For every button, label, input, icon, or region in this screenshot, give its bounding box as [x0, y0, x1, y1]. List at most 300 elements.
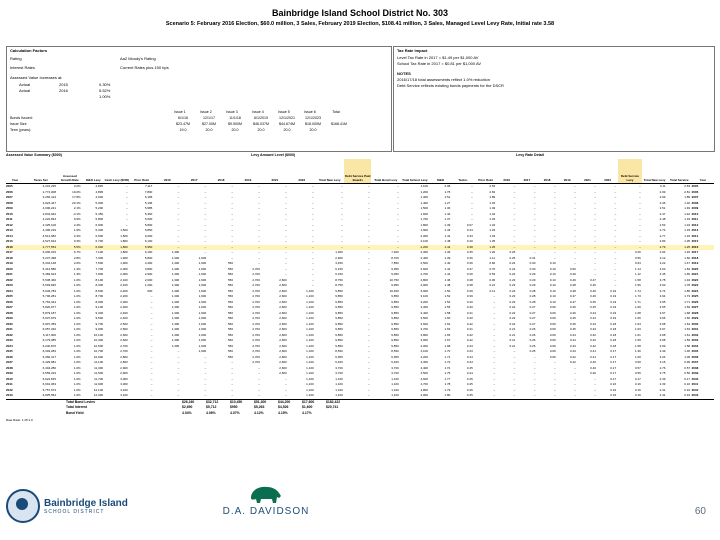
table-cell: 1.3% [73, 272, 81, 276]
table-cell: 3.68 [659, 338, 666, 342]
table-cell: 2035 [6, 349, 13, 353]
table-cell: 1,100 [306, 365, 314, 370]
table-cell: – [533, 244, 536, 249]
table-cell: 2019 [691, 261, 699, 265]
table-cell: 2,700 [252, 360, 260, 364]
table-cell: 2,700 [252, 288, 260, 293]
table-cell: 0.21 [509, 338, 516, 342]
table-cell: – [368, 376, 370, 381]
table-cell: 0.43 [466, 349, 473, 353]
table-cell: – [553, 244, 556, 249]
table-cell: 0.50 [569, 266, 576, 271]
table-cell: – [513, 217, 516, 221]
title-block [0, 8, 720, 27]
table-cell: 2007 [691, 195, 699, 199]
table-cell: 1,600 [198, 288, 207, 293]
table-cell: – [126, 217, 128, 221]
table-cell: 9,300 [95, 310, 104, 315]
table-cell: – [368, 310, 370, 315]
table-cell: 0.53 [489, 272, 496, 276]
table-cell: 2,000 [420, 233, 428, 238]
table-cell: – [368, 321, 370, 326]
table-cell: 0.16 [610, 387, 617, 392]
issue-cell: 20.0 [283, 128, 291, 132]
table-cell: – [204, 365, 207, 370]
table-cell: 1.39 [444, 250, 451, 254]
table-cell: 550 [228, 277, 234, 282]
table-cell: 1.75 [444, 371, 451, 375]
table-cell: – [231, 233, 234, 238]
table-cell: – [493, 387, 496, 392]
table-cell: – [231, 255, 234, 260]
table-cell: 3.67 [659, 327, 666, 331]
table-cell: 1,500 [120, 228, 128, 232]
table-cell: 600 [147, 288, 153, 293]
table-cell: 7,100 [95, 250, 104, 254]
table-cell: 0.41 [590, 354, 596, 359]
table-cell: 1.37 [444, 217, 451, 221]
table-cell: -4.1% [72, 211, 81, 216]
table-cell: – [574, 222, 576, 227]
table-cell: – [471, 184, 473, 188]
table-cell: 3,000 [120, 376, 128, 381]
table-cell: 2.39 [659, 382, 666, 386]
table-cell: 3,400 [420, 310, 428, 315]
table-cell: 1.33 [489, 217, 496, 221]
table-cell: 6,691,063 [42, 382, 57, 386]
table-cell: 1.42 [684, 211, 691, 216]
table-cell: 0.23 [509, 277, 516, 282]
table-cell: 8,550 [391, 349, 399, 353]
table-cell: 2,400 [420, 255, 428, 260]
table-cell: 9,850 [335, 332, 343, 337]
table-cell: 2010 [691, 211, 699, 216]
table-cell: – [341, 222, 343, 227]
table-cell: – [285, 228, 287, 232]
table-cell: 5,593,845 [42, 283, 57, 287]
table-cell: 10,700 [93, 349, 104, 353]
table-cell: – [285, 266, 287, 271]
table-cell: – [553, 387, 556, 392]
table-cell: – [150, 360, 153, 364]
table-cell: 1,100 [306, 354, 314, 359]
table-cell: 1.78 [684, 283, 691, 287]
table-cell: 8,900 [95, 299, 104, 304]
table-cell: – [533, 228, 536, 232]
table-cell: 0.21 [509, 327, 516, 331]
table-cell: 0.18 [610, 327, 617, 331]
av-actual-2016-row [19, 88, 111, 93]
table-cell: 2006 [6, 189, 13, 194]
table-cell: 5,763,344 [42, 299, 57, 304]
table-cell: – [397, 222, 399, 227]
table-cell: 2,900 [420, 283, 428, 287]
table-cell: – [471, 195, 473, 199]
column-header: 2021 [271, 177, 279, 182]
interest-rates-value: Current Rates plus 150 bps [120, 65, 169, 70]
table-cell: 6,000 [95, 222, 104, 227]
issues-row-term [7, 127, 352, 133]
table-cell: 0.30 [529, 266, 536, 271]
table-cell: – [397, 211, 399, 216]
table-cell: 4,700 [420, 382, 428, 386]
table-cell: – [397, 195, 399, 199]
table-cell: 3.2% [73, 184, 81, 188]
table-cell: 0.57 [634, 365, 641, 370]
table-cell: – [285, 211, 287, 216]
issue-header: Issue 3 [226, 110, 238, 114]
table-cell: – [493, 343, 496, 348]
issues-grid [7, 109, 352, 133]
section-heading: Levy Amount Level ($000) [251, 153, 296, 157]
table-cell: 5,706,281 [42, 294, 57, 298]
table-cell: 6,300 [95, 228, 104, 232]
table-cell: 4,500 [420, 371, 428, 375]
table-cell: 1.32 [489, 200, 496, 205]
totals-value: 4.12% [254, 410, 264, 415]
table-cell: 11,100 [94, 360, 104, 364]
table-cell: 2038 [691, 365, 699, 370]
table-cell: 1,100 [306, 360, 314, 364]
table-cell: – [533, 371, 536, 375]
table-cell: – [150, 371, 153, 375]
section-heading: Assessed Value Summary ($000) [6, 153, 62, 157]
table-cell: 2.99 [659, 189, 666, 194]
table-cell: – [231, 244, 234, 249]
table-cell: 2,700 [120, 343, 128, 348]
table-cell: 5,096,015 [42, 250, 57, 254]
table-cell: 0.46 [466, 387, 473, 392]
table-cell: 9,850 [391, 343, 399, 348]
table-cell: 10,750 [389, 277, 399, 282]
table-cell: 1,600 [198, 277, 207, 282]
table-cell: 0.46 [569, 310, 576, 315]
av-actual-2015-row [19, 82, 111, 87]
table-cell: – [204, 189, 207, 194]
table-cell: – [285, 239, 287, 243]
table-cell: 0.27 [529, 310, 536, 315]
table-cell: 1.66 [634, 316, 641, 320]
table-cell: – [368, 387, 370, 392]
table-cell: 0.21 [509, 343, 516, 348]
table-cell: 0.46 [590, 288, 596, 293]
table-cell: – [574, 239, 576, 243]
table-cell: – [177, 200, 180, 205]
table-cell: 1,800 [120, 244, 128, 249]
table-cell: 5,483,624 [42, 272, 57, 276]
table-cell: 0.26 [529, 327, 536, 331]
table-cell: – [397, 206, 399, 210]
table-cell: 6.7% [73, 250, 81, 254]
table-cell: 2,331,235 [42, 184, 57, 188]
column-header: Assessed Growth Rate [60, 174, 79, 182]
table-cell: – [574, 387, 576, 392]
table-cell: 2.94 [659, 250, 666, 254]
table-cell: 2.76 [659, 365, 666, 370]
av-actual-2015-year: 2015 [59, 82, 68, 87]
table-cell: 2024 [6, 288, 13, 293]
table-cell: 1.33 [684, 228, 691, 232]
table-cell: 1.0% [73, 382, 81, 386]
table-cell: 5,196 [144, 200, 153, 205]
table-cell: – [231, 376, 234, 381]
table-cell: 2,600 [279, 283, 287, 287]
table-cell: 2,800 [120, 354, 128, 359]
table-cell: – [285, 206, 287, 210]
table-cell: 1.45 [684, 250, 691, 254]
table-cell: – [177, 239, 180, 243]
totals-value: $17,600 [302, 399, 315, 404]
table-cell: 11,900 [94, 382, 104, 386]
table-cell: 1.9% [73, 228, 81, 232]
table-cell: 9,850 [335, 316, 343, 320]
table-cell: 2,600 [279, 316, 287, 320]
table-cell: 1,600 [198, 327, 207, 331]
table-cell: – [513, 206, 516, 210]
table-cell: – [553, 200, 556, 205]
table-cell: – [513, 211, 516, 216]
table-cell: 0.35 [466, 250, 473, 254]
table-cell: – [285, 184, 287, 188]
table-cell: – [312, 228, 314, 232]
table-cell: – [493, 338, 496, 342]
table-cell: 2.53 [489, 184, 496, 188]
table-cell: – [574, 206, 576, 210]
table-cell: – [177, 244, 180, 249]
table-cell: 0.56 [634, 371, 641, 375]
table-cell: 3.49 [659, 349, 666, 353]
table-cell: 6,400 [335, 360, 343, 364]
totals-label: Total Bond Levies [66, 399, 95, 404]
table-cell: 3,000 [420, 288, 428, 293]
table-cell: 4,600 [420, 376, 428, 381]
table-cell: – [177, 371, 180, 375]
table-cell: 20.1% [72, 200, 81, 205]
table-cell: 6,559,223 [42, 371, 57, 375]
av-increase-row [10, 75, 62, 80]
table-cell: – [285, 387, 287, 392]
table-cell: 1.39 [444, 222, 451, 227]
table-cell: 0.16 [684, 382, 691, 386]
table-cell: 3,266,414 [42, 195, 57, 199]
table-cell: – [312, 250, 314, 254]
table-cell: – [312, 200, 314, 205]
page-subtitle: Scenario 5: February 2016 Election, $60.0 million, 3 Sales, February 2019 Election, $108.41 million, 3 Sales, Managed Level Levy Rate, Initial rate 3.58 [165, 21, 555, 27]
table-cell: 2,700 [252, 327, 260, 331]
note-line: Debt Service reflects existing bonds payments for the DSCR [397, 83, 504, 88]
table-cell: 0.27 [529, 321, 536, 326]
table-cell: 0.09 [549, 343, 556, 348]
district-logo-name: Bainbridge Island [44, 497, 128, 509]
table-cell: – [513, 189, 516, 194]
table-cell: – [204, 244, 207, 249]
table-cell: – [368, 228, 370, 232]
column-header: 2018 [543, 177, 551, 182]
table-cell: – [533, 360, 536, 364]
table-cell: – [341, 244, 343, 249]
table-cell: 0.16 [634, 387, 641, 392]
table-cell: – [150, 299, 153, 304]
table-cell: 0.33 [466, 233, 473, 238]
table-cell: 1.36 [634, 349, 641, 353]
column-header: Prior Debt [478, 177, 493, 182]
table-cell: 1.66 [684, 255, 691, 260]
table-cell: – [614, 228, 617, 232]
table-cell: 1,100 [306, 393, 314, 397]
table-cell: 2,500 [420, 261, 428, 265]
table-cell: – [177, 393, 180, 397]
table-cell: 0.45 [590, 299, 596, 304]
table-cell: 2011 [6, 217, 13, 221]
table-cell: 10,450 [389, 288, 399, 293]
table-cell: – [368, 244, 370, 249]
totals-label: Total Interest [66, 405, 88, 409]
table-cell: 1,600 [198, 272, 207, 276]
table-cell: – [574, 365, 576, 370]
table-cell: 1,300 [171, 332, 180, 337]
table-cell: 2,700 [252, 343, 260, 348]
table-cell: 1.32 [684, 200, 691, 205]
table-cell: – [177, 349, 180, 353]
table-cell: – [594, 200, 596, 205]
district-logo [6, 484, 166, 528]
table-cell: 0.29 [529, 277, 536, 282]
table-cell: 5,450 [95, 211, 104, 216]
column-header: M&O Levy [86, 177, 101, 182]
totals-value: 4.17% [302, 410, 312, 415]
table-cell: 550 [228, 310, 234, 315]
table-cell: 1.35 [489, 239, 496, 243]
table-cell: – [574, 376, 576, 381]
table-cell: – [258, 244, 260, 249]
table-cell: 3,900 [420, 338, 428, 342]
table-cell: 1,300 [171, 294, 180, 298]
table-cell: 1.63 [684, 327, 691, 331]
table-cell: – [231, 206, 234, 210]
table-cell: 1.89 [489, 195, 496, 199]
table-cell: 12,300 [93, 393, 104, 397]
table-cell: 1,200 [144, 283, 153, 287]
table-cell: 2012 [691, 222, 699, 227]
table-cell: 1.44 [444, 244, 451, 249]
table-cell: 5,950 [144, 244, 153, 249]
table-cell: – [533, 211, 536, 216]
table-cell: 1,100 [391, 387, 399, 392]
table-cell: 0.22 [509, 321, 516, 326]
table-cell: – [177, 189, 180, 194]
table-cell: – [513, 376, 516, 381]
table-cell: 0.40 [466, 239, 473, 243]
table-cell: 6,950 [391, 354, 399, 359]
table-cell: – [368, 382, 370, 386]
table-cell: 2,700 [120, 349, 128, 353]
table-cell: 1,700 [420, 217, 428, 221]
table-cell: 3.63 [659, 283, 666, 287]
table-cell: – [368, 316, 370, 320]
table-cell: 0.17 [610, 371, 617, 375]
table-cell: – [639, 239, 641, 243]
table-cell: 2,700 [420, 272, 428, 276]
table-cell: 9,850 [335, 299, 343, 304]
table-cell: 550 [228, 266, 234, 271]
table-cell: 0.09 [549, 305, 556, 309]
table-cell: 2.77 [659, 233, 666, 238]
table-cell: 2034 [6, 343, 13, 348]
table-cell: – [368, 261, 370, 265]
table-cell: – [639, 222, 641, 227]
table-cell: 1.69 [684, 305, 691, 309]
table-cell: 0.22 [509, 305, 516, 309]
table-cell: 2022 [691, 277, 699, 282]
table-cell: – [177, 382, 180, 386]
tax-rate-impact-box [393, 46, 715, 152]
table-cell: 1.58 [444, 310, 451, 315]
table-cell: – [614, 217, 617, 221]
table-cell: – [285, 261, 287, 265]
table-cell: – [204, 184, 207, 188]
issue-cell: 20.0 [205, 128, 213, 132]
table-cell: 0.40 [590, 360, 596, 364]
table-cell: – [493, 332, 496, 337]
table-cell: – [533, 233, 536, 238]
table-cell: 1.30 [444, 206, 451, 210]
table-cell: 2,600 [279, 371, 287, 375]
table-cell: 0.46 [590, 294, 596, 298]
table-cell: – [341, 195, 343, 199]
table-cell: 0.57 [684, 365, 691, 370]
totals-value: $182,422 [326, 399, 341, 404]
table-cell: – [312, 283, 314, 287]
table-cell: 2.0% [73, 261, 81, 265]
table-cell: – [614, 222, 617, 227]
table-cell: 0.10 [549, 288, 556, 293]
table-cell: 0.17 [610, 376, 617, 381]
table-cell: 2041 [691, 382, 699, 386]
table-cell: 0.21 [489, 283, 496, 287]
table-cell: – [312, 222, 314, 227]
table-cell: – [533, 354, 536, 359]
table-cell: – [553, 393, 556, 397]
table-cell: 1,100 [306, 294, 314, 298]
table-cell: – [126, 222, 128, 227]
table-cell: 0.31 [529, 255, 536, 260]
table-cell: 0.43 [569, 343, 576, 348]
table-cell: – [513, 222, 516, 227]
table-cell: – [513, 387, 516, 392]
table-cell: 2,300 [120, 305, 128, 309]
table-cell: 4,527,624 [42, 239, 57, 243]
table-cell: – [533, 222, 536, 227]
table-cell: 2035 [691, 349, 699, 353]
table-cell: 0.17 [610, 360, 617, 364]
table-cell: – [231, 217, 234, 221]
table-cell: 2,300 [420, 250, 428, 254]
table-cell: 1,400 [420, 200, 428, 205]
table-cell: – [594, 189, 596, 194]
table-cell: – [513, 228, 516, 232]
table-cell: 0.45 [466, 376, 473, 381]
table-cell: – [614, 233, 617, 238]
issue-header: Total [332, 110, 340, 114]
table-cell: 1.56 [444, 305, 451, 309]
column-header: Year [699, 177, 706, 182]
table-cell: 0.38 [466, 277, 473, 282]
table-cell: – [513, 354, 516, 359]
table-cell: – [231, 365, 234, 370]
table-cell: 2,600 [279, 365, 287, 370]
table-cell: – [285, 244, 287, 249]
table-cell: – [493, 349, 496, 353]
